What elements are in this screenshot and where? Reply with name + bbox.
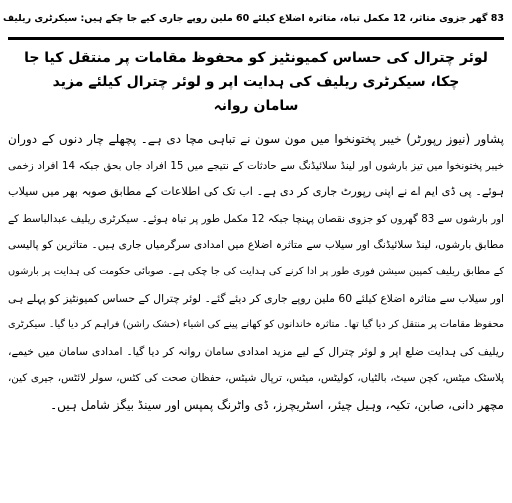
subheadline-line: لوئر چترال کی حساس کمیونٹیز کو محفوظ مقامات پر منتقل کیا جا چکا، سیکرٹری ریلیف کی ہدایت اپر و لوئر چترال کیلئے مزید [24, 50, 488, 90]
article-body [0, 126, 512, 419]
body-line: پلاسٹک میٹس، کچن سیٹ، بالٹیاں، کولیٹس، میٹس، ترپال شیٹس، حفظان صحت کی کٹس، سولر لائٹس، جیری کین، [8, 372, 504, 385]
body-line: کے مطابق ریلیف کمپین سیشن فوری طور پر ادا کرنے کی ہدایت کی جا چکی ہے۔ صوبائی حکومت کی ہدایت پر بارشوں [8, 265, 504, 277]
subheadline [0, 46, 512, 118]
body-line: محفوظ مقامات پر منتقل کر دیا گیا تھا۔ متاثرہ خاندانوں کو کھانے پینے کی اشیاء (خشک راشن) فراہم کر دیا گیا۔ سیکرٹری [8, 319, 504, 331]
headline: 83 گھر جزوی متاثر، 12 مکمل تباہ، متاثرہ اضلاع کیلئے 60 ملین روپے جاری کیے جا چکے ہیں: سیکرٹری ریلیف [2, 13, 504, 24]
body-line: اور سیلاب سے متاثرہ اضلاع کیلئے 60 ملین روپے جاری کر دیئے گئے۔ لوئر چترال کے حساس کمیونٹیز کو پہلے ہی [8, 291, 504, 305]
divider [8, 37, 504, 40]
body-line: مطابق بارشوں، لینڈ سلائیڈنگ اور سیلاب سے متاثرہ اضلاع میں امدادی سرگرمیاں جاری ہیں۔ متاثرین کو پالیسی [8, 239, 504, 252]
body-line: اور بارشوں سے 83 گھروں کو جزوی نقصان پہنچا جبکہ 12 مکمل طور پر تباہ ہوئے۔ سیکرٹری ریلیف عبدالباسط کے [8, 212, 504, 225]
body-line: ہوئے۔ پی ڈی ایم اے نے اپنی رپورٹ جاری کر دی ہے۔ اب تک کی اطلاعات کے مطابق صوبہ بھر میں سیلاب [8, 185, 504, 199]
body-line: پشاور (نیوز رپورٹر) خیبر پختونخوا میں مون سون نے تباہی مچا دی ہے۔ پچھلے چار دنوں کے دوران [8, 132, 504, 146]
body-line: مچھر دانی، صابن، تکیہ، وہیل چیئر، اسٹریچرز، ڈی واٹرنگ پمپس اور سینڈ بیگز شامل ہیں۔ [50, 397, 504, 412]
subheadline-line: سامان روانہ [213, 98, 299, 114]
body-line: خیبر پختونخوا میں تیز بارشوں اور لینڈ سلائیڈنگ سے حادثات کے نتیجے میں 15 افراد جاں بحق جبکہ 14 افراد زخمی [8, 159, 504, 172]
body-line: ریلیف کی ہدایت ضلع اپر و لوئر چترال کے لیے مزید امدادی سامان روانہ کر دیا گیا۔ امدادی سامان میں خیمے، [8, 344, 504, 358]
